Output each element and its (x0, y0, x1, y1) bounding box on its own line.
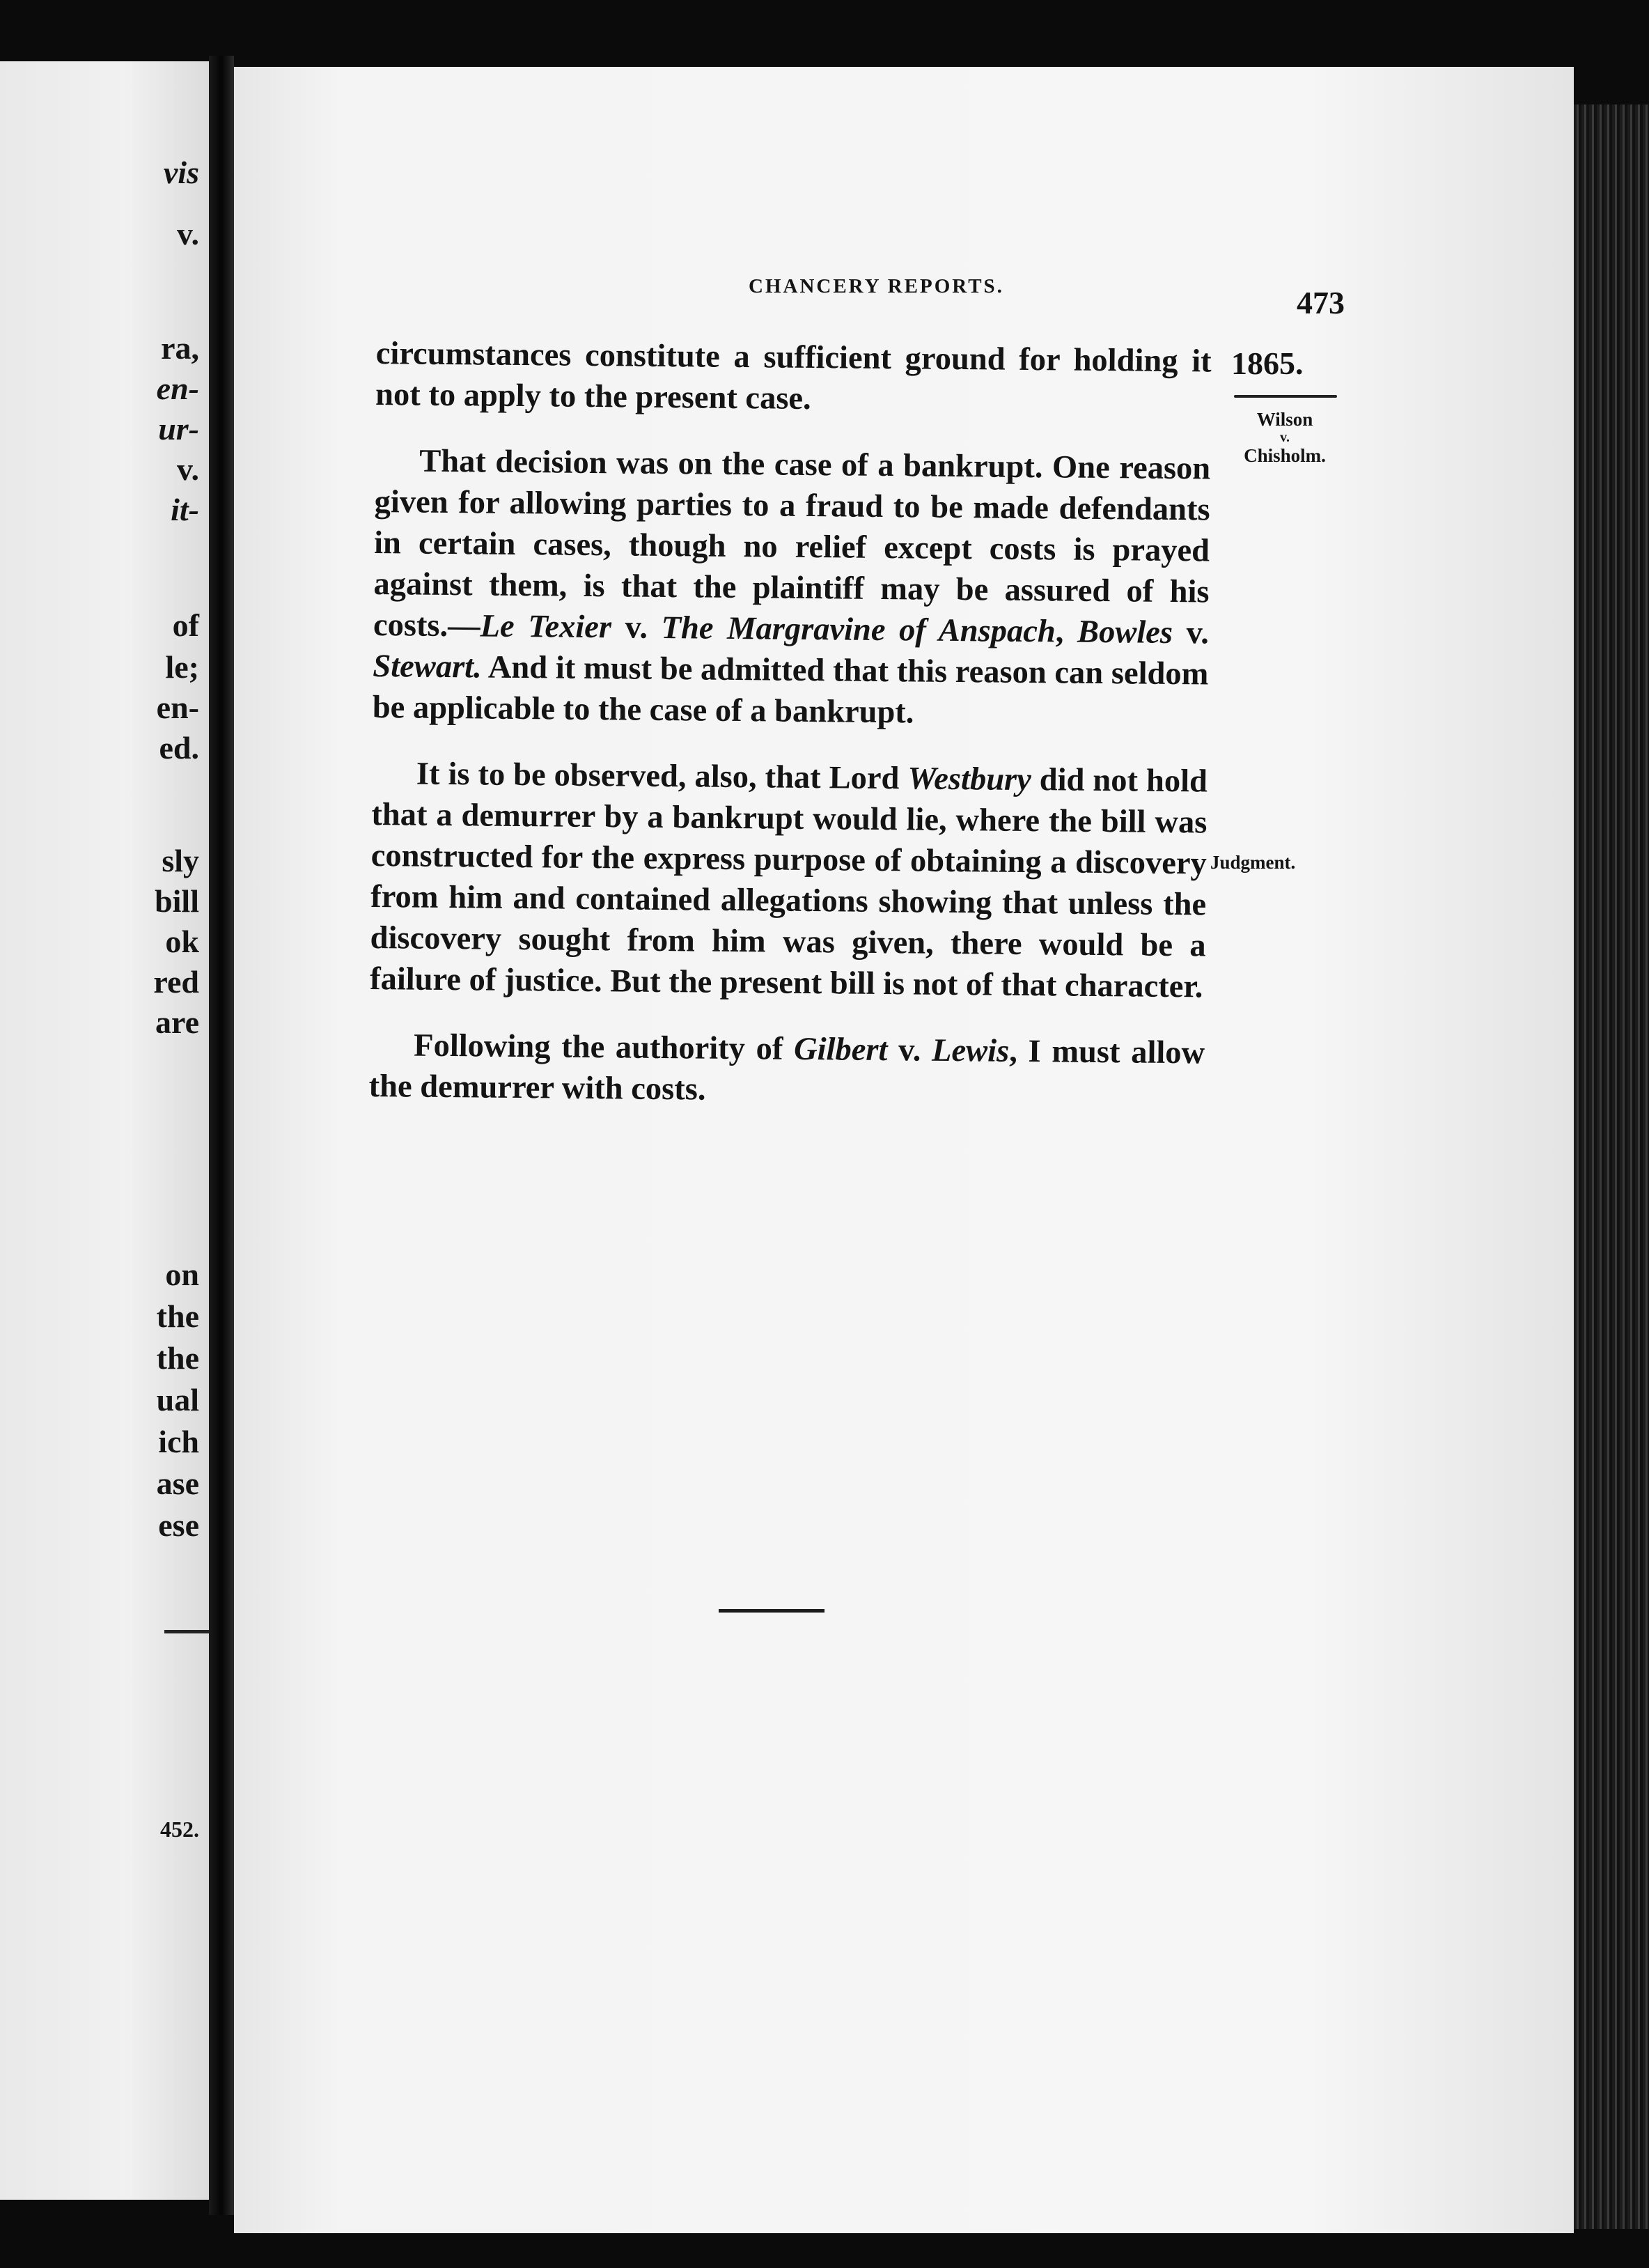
left-fragment: en- (156, 690, 199, 725)
margin-rule (1234, 395, 1337, 398)
previous-page-fragment (0, 61, 209, 2200)
left-footnote-number: 452. (160, 1817, 199, 1842)
book-gutter (209, 56, 234, 2215)
left-fragment: ich (158, 1424, 199, 1459)
left-fragment: ra, (161, 330, 199, 366)
left-fragment: are (155, 1004, 199, 1040)
case-defendant: Chisholm. (1244, 445, 1326, 466)
case-citation: Gilbert (793, 1031, 888, 1069)
left-fragment: it- (171, 492, 199, 527)
person-name: Westbury (907, 761, 1032, 798)
case-versus: v. (1280, 430, 1290, 445)
left-fragment: le; (165, 649, 199, 685)
left-fragment: ase (156, 1466, 199, 1501)
left-fragment: ual (156, 1382, 199, 1418)
paragraph-1: circumstances constitute a sufficient ground for holding it not to apply to the present case. (375, 335, 1212, 417)
left-page-rule (164, 1630, 209, 1633)
left-fragment: en- (156, 371, 199, 406)
case-plaintiff: Wilson (1256, 409, 1313, 430)
left-fragment: sly (162, 843, 199, 878)
left-fragment: v. (177, 216, 199, 251)
left-fragment: the (156, 1298, 199, 1334)
left-fragment: ese (158, 1507, 199, 1543)
left-fragment: vis (163, 155, 199, 190)
left-fragment: ed. (159, 730, 199, 766)
paragraph-3: It is to be observed, also, that Lord Westbury did not hold that a demurrer by a bankrupt would lie, where the bill was constructed for the express purpose of obtaining a discovery from him and contained allegations showing that unless the discovery sought from him was given, there would be a failure of justice. But the present bill is not of that character. (369, 756, 1208, 1005)
case-citation: Le Texier (480, 608, 612, 646)
left-fragment: v. (177, 451, 199, 487)
case-citation: The Margravine of Anspach (661, 609, 1056, 650)
margin-year: 1865. (1231, 345, 1304, 381)
case-citation: Lewis (931, 1032, 1010, 1069)
page-number: 473 (1297, 285, 1345, 320)
case-citation: Bowles (1077, 614, 1173, 651)
case-citation: Stewart. (373, 648, 482, 685)
left-fragment: red (153, 964, 199, 1000)
margin-judgment-label: Judgment. (1210, 852, 1296, 873)
left-fragment: bill (155, 883, 199, 919)
left-fragment: ok (165, 924, 199, 959)
paragraph-2: That decision was on the case of a bankrupt. One reason given for allowing parties to a fraud to be made defendants in certain cases, though no relief except costs is prayed against them, is that the plaintiff may be assured of his costs.—Le Texier v. The Margravine of Anspach, Bowles v. Stewart. And it must be admitted that this reason can seldom be applicable to the case of a bankrupt. (372, 443, 1211, 731)
page-edges (1574, 104, 1649, 2229)
left-fragment: on (165, 1257, 199, 1292)
left-fragment: of (172, 607, 199, 643)
left-fragment: ur- (158, 411, 199, 446)
left-fragment: the (156, 1340, 199, 1376)
paragraph-4: Following the authority of Gilbert v. Lewis, I must allow the demurrer with costs. (368, 1027, 1205, 1108)
end-rule (719, 1609, 824, 1613)
margin-case-citation (1233, 407, 1337, 467)
running-head: CHANCERY REPORTS. (749, 275, 1004, 297)
body-text (368, 333, 1212, 1114)
